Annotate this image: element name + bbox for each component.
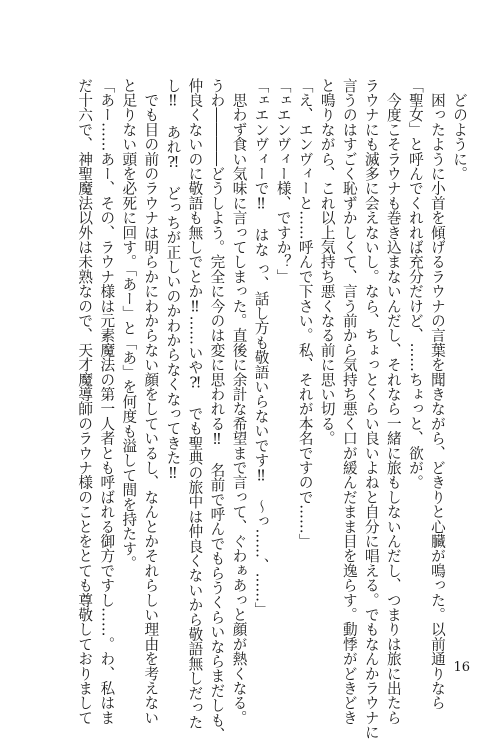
text-line: どのように。 — [451, 78, 468, 181]
text-line: 「ェエンヴィーで‼ はな っ、話し方も敬語いらないです‼ ～っ……、……」 — [252, 78, 270, 617]
text-line: 仲良くないのに敬語も無しでとか‼……いや⁈ でも聖典の旅中は仲良くないから敬語無しだった — [186, 78, 204, 730]
text-line: 思わず食い気味に言ってしまった。直後に余計な希望まで言って、ぐわぁあっと顔が熱くなる。 — [230, 78, 248, 725]
text-line: ラウナにも滅多に会えないし。なら、ちょっとくらい良いよねと自分に唱える。でもなんかラウナに — [362, 78, 380, 740]
text-line: うわ――――どうしよう。完全に今のは変に思われる‼ 名前で呼んでもらうくらいならまだしも、 — [208, 78, 226, 742]
text-line: 困ったように小首を傾げるラウナの言葉を聞きながら、どきりと心臓が鳴った。以前通りなら — [428, 78, 446, 711]
text-line: 「ェエンヴィー様、ですか？」 — [274, 78, 292, 284]
page-number: 16 — [453, 660, 470, 675]
text-line: 「聖女」と呼んでくれれば充分だけど、……ちょっと、欲が。 — [406, 78, 424, 490]
text-line: と足りない頭を必死に回す。「あー」と「あ」を何度も溢して間を持たす。 — [120, 78, 138, 571]
text-line: 「え、エンヴィーと……呼んで下さい。私、それが本名ですので……」 — [296, 78, 314, 549]
text-line: 「あー……あー、その、ラウナ様は元素魔法の第一人者とも呼ばれる御方ですし……。わ、私はま — [98, 78, 116, 725]
text-line: 言うのはすごく恥ずかしくて、言う前から気持ち悪く口が緩んだまま目を逸らす。動悸がどきどき — [340, 78, 358, 725]
text-line: でも目の前のラウナは明らかにわからない顔をしているし、なんとかそれらしい理由を考えない — [142, 78, 160, 725]
text-line: と鳴りながら、これ以上気持ち悪くなる前に思い切る。 — [318, 78, 336, 446]
text-line: 今度こそラウナも巻き込まないんだし、それなら一緒に旅もしないんだし、つまりは旅に出たら — [384, 78, 402, 725]
text-line: し‼ あれ⁈ どっちが正しいのかわからなくなってきた‼ — [164, 78, 182, 483]
text-line: だ十六で、神聖魔法以外は未熟なので、天才魔導師のラウナ様のことをとても尊敬しておりまして — [76, 78, 94, 725]
